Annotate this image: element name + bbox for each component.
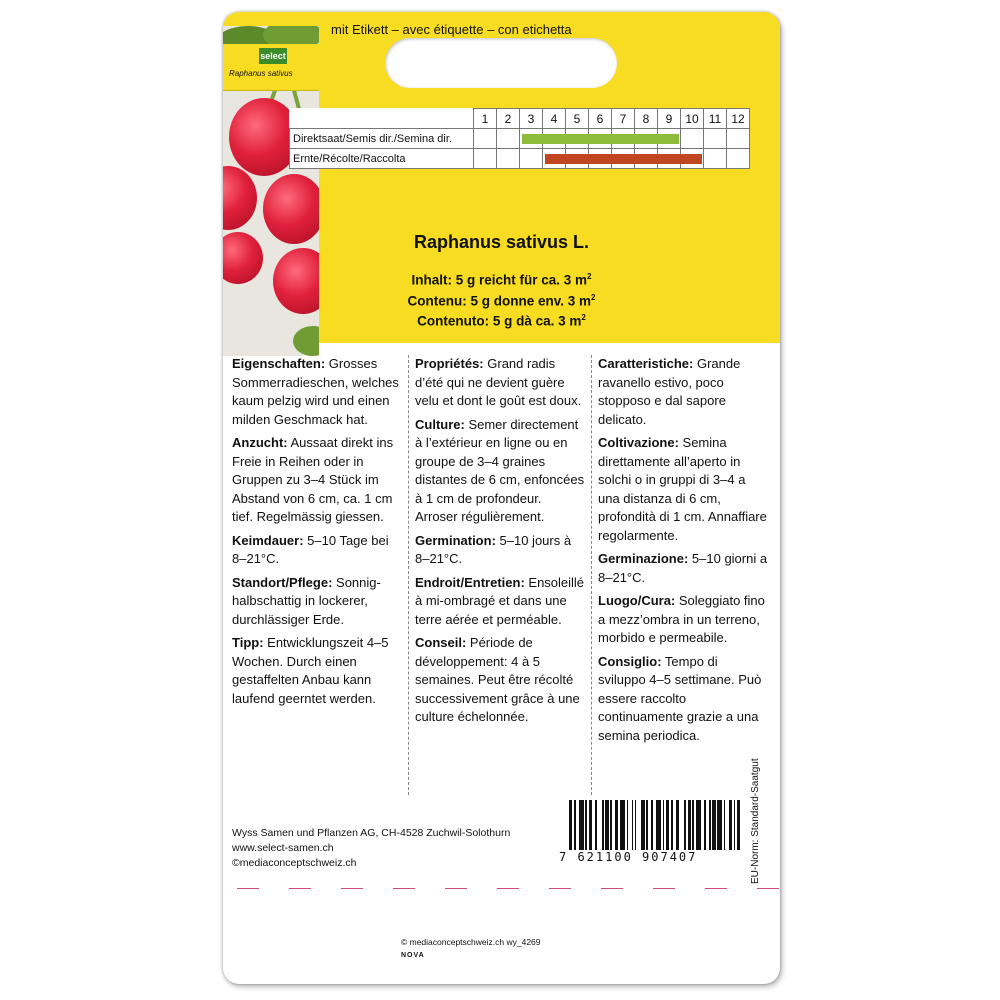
perforation-dash [237, 888, 259, 889]
content-line-de [223, 268, 780, 289]
calendar-cell [589, 129, 612, 149]
paragraph-heading: Germinazione: [598, 551, 689, 566]
paragraph-heading: Anzucht: [232, 435, 288, 450]
sowing-calendar [289, 108, 750, 169]
paragraph-heading: Culture: [415, 416, 465, 432]
paragraph-heading: Consiglio: [598, 653, 662, 669]
calendar-cell [474, 129, 497, 149]
instruction-columns [232, 355, 772, 795]
calendar-cell [704, 149, 727, 169]
month-cell: 5 [566, 109, 589, 129]
unit-exponent: 2 [591, 292, 596, 302]
species-title: Raphanus sativus L. [413, 232, 590, 252]
paragraph-text: Sonnig-halbschattig in lockerer, durchlässiger Erde. [232, 574, 381, 627]
paragraph-de [232, 634, 402, 708]
paragraph-text: Soleggiato fino a mezz’ombra in un terreno, morbido e permeabile. [598, 593, 765, 645]
barcode [559, 800, 745, 862]
month-cell: 9 [658, 109, 681, 129]
paragraph-heading: Germination: [415, 532, 496, 548]
paragraph-text: Période de développement: 4 à 5 semaines. Peut être récolté successivement grâce à une culture échelonnée. [415, 635, 580, 724]
unit-exponent: 2 [581, 313, 586, 322]
calendar-cell [681, 129, 704, 149]
company-footer [232, 826, 510, 871]
perforation-dash [757, 888, 779, 889]
calendar-cell [520, 149, 543, 169]
paragraph-text: Tempo di sviluppo 4–5 settimane. Può essere raccolto continuamente grazie a una semina periodica. [598, 653, 762, 743]
perforation-dash [601, 888, 623, 889]
month-cell: 3 [520, 109, 543, 129]
paragraph-it [598, 550, 768, 587]
month-cell: 10 [681, 109, 704, 129]
column-divider [591, 355, 592, 795]
calendar-cell [658, 149, 681, 169]
perforation-dash [705, 888, 727, 889]
eu-norm-note: EU-Norm: Standard-Saatgut [750, 758, 761, 884]
company-copyright: ©mediaconceptschweiz.ch [232, 857, 357, 869]
month-cell: 4 [543, 109, 566, 129]
paragraph-it [598, 592, 768, 648]
month-cell: 6 [589, 109, 612, 129]
calendar-cell [543, 129, 566, 149]
month-cell: 7 [612, 109, 635, 129]
perforation-dash [445, 888, 467, 889]
seed-packet-back [223, 12, 780, 984]
content-line-it [223, 309, 780, 330]
nova-logo: NOVA [401, 952, 425, 959]
paragraph-fr [415, 416, 585, 527]
paragraph-text: Grosses Sommerradieschen, welches kaum pelzig wird und einen milden Geschmack hat. [232, 356, 399, 427]
column-divider [408, 355, 409, 795]
paragraph-text: 5–10 jours à 8–21°C. [415, 532, 572, 566]
paragraph-heading: Coltivazione: [598, 435, 679, 450]
calendar-cell [727, 149, 750, 169]
company-address: Wyss Samen und Pflanzen AG, CH-4528 Zuchwil-Solothurn [232, 827, 511, 839]
paragraph-heading: Eigenschaften: [232, 356, 326, 371]
content-text-fr: Contenu: 5 g donne env. 3 m [407, 293, 592, 308]
paragraph-de [232, 434, 402, 527]
content-line-fr [223, 289, 780, 310]
paragraph-text: Grande ravanello estivo, poco stopposo e dal sapore delicato. [598, 356, 741, 427]
paragraph-it [598, 355, 768, 429]
calendar-cell [566, 149, 589, 169]
calendar-cell [543, 149, 566, 169]
paragraph-it [598, 653, 768, 746]
paragraph-text: Entwicklungszeit 4–5 Wochen. Durch einen gestaffelten Anbau kann laufend geerntet werden. [232, 635, 389, 706]
calendar-cell [566, 129, 589, 149]
column-french [415, 355, 585, 732]
calendar-cell [635, 149, 658, 169]
paragraph-heading: Endroit/Entretien: [415, 574, 525, 590]
row-label-harvest: Ernte/Récolte/Raccolta [290, 149, 474, 169]
month-cell: 1 [474, 109, 497, 129]
content-amount [223, 268, 780, 330]
paragraph-text: Semer directement à l’extérieur en ligne ou en groupe de 3–4 graines distantes de 6 cm, enfoncées à 1 cm de profondeur. Arroser régulièrement. [415, 416, 585, 524]
perforation-marks [223, 888, 780, 890]
paragraph-fr [415, 574, 585, 630]
perforation-dash [289, 888, 311, 889]
content-text-it: Contenuto: 5 g dà ca. 3 m [417, 313, 582, 329]
calendar-cell [612, 129, 635, 149]
calendar-cell [681, 149, 704, 169]
paragraph-fr [415, 532, 585, 569]
perforation-dash [549, 888, 571, 889]
paragraph-text: Semina direttamente all’aperto in solchi o in gruppi di 3–4 a una distanza di 6 cm, profondità di 1 cm. Annaffiare regolarmente. [598, 435, 767, 543]
bottom-copyright: © mediaconceptschweiz.ch wy_4269 [401, 937, 541, 947]
paragraph-text: 5–10 Tage bei 8–21°C. [232, 532, 389, 566]
month-cell: 12 [727, 109, 750, 129]
month-cell: 8 [635, 109, 658, 129]
paragraph-text: Aussaat direkt ins Freie in Reihen oder in Gruppen zu 3–4 Stück im Abstand von 6 cm, ca. 1 cm tief. Regelmässig giessen. [232, 435, 394, 524]
calendar-header-row [290, 109, 750, 129]
perforation-dash [341, 888, 363, 889]
variety-label: Raphanus sativus [229, 69, 293, 78]
paragraph-de [232, 532, 402, 569]
paragraph-heading: Propriétés: [415, 356, 484, 371]
paragraph-de [232, 574, 402, 630]
paragraph-text: Grand radis d’été qui ne devient guère velu et dont le goût est doux. [415, 356, 582, 408]
calendar-cell [658, 129, 681, 149]
paragraph-heading: Keimdauer: [232, 532, 304, 548]
month-cell: 2 [497, 109, 520, 129]
column-italian [598, 355, 768, 750]
company-website: www.select-samen.ch [232, 842, 334, 854]
calendar-cell [520, 129, 543, 149]
brand-label [223, 44, 319, 91]
paragraph-text: Ensoleillé à mi-ombragé et dans une terre aérée et perméable. [415, 574, 585, 627]
paragraph-it [598, 434, 768, 545]
calendar-cell [635, 129, 658, 149]
calendar-row-harvest [290, 149, 750, 169]
content-text-de: Inhalt: 5 g reicht für ca. 3 m [411, 272, 588, 288]
paragraph-heading: Luogo/Cura: [598, 593, 676, 608]
perforation-dash [393, 888, 415, 889]
paragraph-heading: Caratteristiche: [598, 356, 694, 371]
paragraph-fr [415, 355, 585, 411]
leaf-shape [293, 326, 319, 356]
calendar-cell [704, 129, 727, 149]
top-note: mit Etikett – avec étiquette – con etichetta [331, 22, 572, 37]
calendar-cell [589, 149, 612, 169]
select-logo: select [259, 48, 287, 64]
unit-exponent: 2 [587, 272, 592, 281]
calendar-cell [612, 149, 635, 169]
paragraph-de [232, 355, 402, 429]
row-label-sowing: Direktsaat/Semis dir./Semina dir. [290, 129, 474, 149]
paragraph-heading: Standort/Pflege: [232, 574, 333, 590]
barcode-bars [569, 800, 741, 850]
radish-shape [223, 166, 257, 230]
calendar-row-sowing [290, 129, 750, 149]
calendar-corner [290, 109, 474, 129]
paragraph-text: 5–10 giorni a 8–21°C. [598, 551, 768, 585]
paragraph-heading: Conseil: [415, 635, 467, 650]
paragraph-heading: Tipp: [232, 635, 264, 650]
calendar-cell [474, 149, 497, 169]
hang-slot [385, 38, 617, 88]
month-cell: 11 [704, 109, 727, 129]
barcode-bar [737, 800, 740, 850]
calendar-cell [727, 129, 750, 149]
barcode-digits: 7 621100 907407 [559, 850, 698, 864]
calendar-cell [497, 129, 520, 149]
paragraph-fr [415, 634, 585, 727]
calendar-cell [497, 149, 520, 169]
column-german [232, 355, 402, 713]
perforation-dash [653, 888, 675, 889]
perforation-dash [497, 888, 519, 889]
